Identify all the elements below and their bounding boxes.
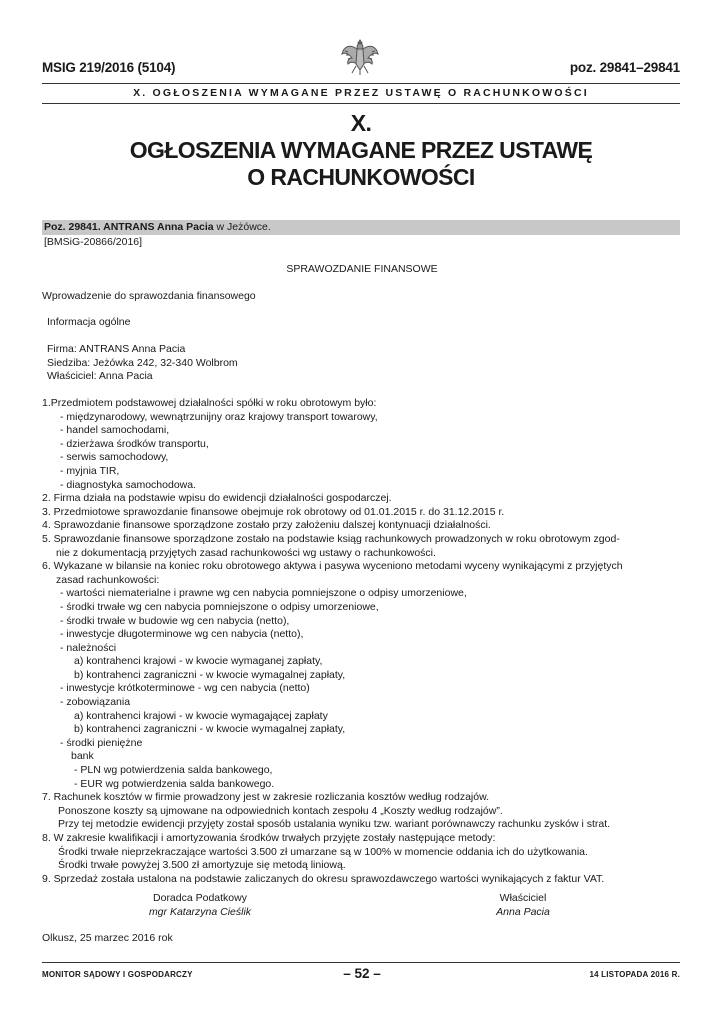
footer-rule <box>42 962 680 963</box>
note-line: 6. Wykazane w bilansie na koniec roku obrotowego aktywa i pasywa wyceniono metodami wyceny wynikającymi z przyjętych <box>42 560 623 573</box>
entry-reference: [BMSiG-20866/2016] <box>44 236 143 248</box>
owner-name: Anna Pacia <box>496 906 550 918</box>
company-name: Firma: ANTRANS Anna Pacia <box>47 343 186 355</box>
note-line: - diagnostyka samochodowa. <box>60 478 196 491</box>
entry-header <box>42 220 680 235</box>
note-line: 7. Rachunek kosztów w firmie prowadzony jest w zakresie rozliczania kosztów według rodzajów. <box>42 791 490 804</box>
note-line: 1.Przedmiotem podstawowej działalności spółki w roku obrotowym było: <box>42 397 377 409</box>
note-line: - inwestycje długoterminowe wg cen nabycia (netto), <box>60 628 304 641</box>
place-date: Olkusz, 25 marzec 2016 rok <box>42 932 173 944</box>
header-rule-bottom <box>42 103 680 104</box>
note-line: a) kontrahenci krajowi - w kwocie wymaganej zapłaty, <box>74 655 323 668</box>
note-line: 9. Sprzedaż została ustalona na podstawie zaliczanych do okresu sprawozdawczego wartości wynikających z faktur VAT. <box>42 872 605 885</box>
note-line: 4. Sprawozdanie finansowe sporządzone zostało przy założeniu dalszej kontynuacji działalności. <box>42 519 491 532</box>
note-line: - środki pieniężne <box>60 736 143 749</box>
note-line: - wartości niematerialne i prawne wg cen nabycia pomniejszone o odpisy umorzeniowe, <box>60 587 467 600</box>
chapter-title-line-2: O RACHUNKOWOŚCI <box>247 164 475 190</box>
note-line: b) kontrahenci zagraniczni - w kwocie wymagalnej zapłaty, <box>74 723 346 736</box>
note-line: b) kontrahenci zagraniczni - w kwocie wymagalnej zapłaty, <box>74 668 346 681</box>
eagle-emblem-icon <box>340 36 380 76</box>
note-line: Środki trwałe powyżej 3.500 zł amortyzuje się metodą liniową. <box>58 859 346 872</box>
signature-advisor <box>130 891 270 919</box>
general-info: Informacja ogólne <box>47 316 131 328</box>
position-range: poz. 29841–29841 <box>569 60 680 75</box>
note-line: - serwis samochodowy, <box>60 451 169 464</box>
note-line: - środki trwałe w budowie wg cen nabycia (netto), <box>60 614 290 627</box>
footer-publication: MONITOR SĄDOWY I GOSPODARCZY <box>42 970 193 979</box>
note-line: - myjnia TIR, <box>60 464 120 477</box>
advisor-name: mgr Katarzyna Cieślik <box>148 906 252 918</box>
entry-location: w Jeżówce. <box>213 221 271 233</box>
note-line: 5. Sprawozdanie finansowe sporządzone zostało na podstawie ksiąg rachunkowych prowadzonych w roku obrotowym zgod- <box>42 532 620 545</box>
note-line: - PLN wg potwierdzenia salda bankowego, <box>74 764 273 777</box>
company-block <box>47 343 687 384</box>
note-line: - EUR wg potwierdzenia salda bankowego. <box>74 777 275 790</box>
note-line: - środki trwałe wg cen nabycia pomniejszone o odpisy umorzeniowe, <box>60 600 379 613</box>
note-line: - międzynarodowy, wewnątrzunijny oraz krajowy transport towarowy, <box>60 410 378 423</box>
company-seat: Siedziba: Jeżówka 242, 32-340 Wolbrom <box>47 356 238 369</box>
report-notes <box>42 397 682 886</box>
page-number: – 52 – <box>343 966 381 981</box>
note-line: - handel samochodami, <box>60 424 170 437</box>
owner-role: Właściciel <box>499 892 547 904</box>
note-line: zasad rachunkowości: <box>56 573 160 586</box>
chapter-number: X. <box>350 110 372 136</box>
note-line: a) kontrahenci krajowi - w kwocie wymagającej zapłaty <box>74 709 328 722</box>
note-line: - należności <box>60 641 117 654</box>
note-line: Ponoszone koszty są ujmowane na odpowiednich kontach zespołu 4 „Koszty według rodzajów”. <box>58 804 503 817</box>
note-line: - zobowiązania <box>60 696 131 709</box>
footer-date: 14 LISTOPADA 2016 R. <box>589 970 680 979</box>
advisor-role: Doradca Podatkowy <box>153 892 247 904</box>
note-line: - dzierżawa środków transportu, <box>60 437 209 450</box>
note-line: Przy tej metodzie ewidencji przyjęty został sposób ustalania wyniku tzw. wariant porównawczy rachunku zysków i strat. <box>58 818 611 831</box>
note-line: 2. Firma działa na podstawie wpisu do ewidencji działalności gospodarczej. <box>42 492 392 505</box>
note-line: nie z dokumentacją przyjętych zasad rachunkowości wg ustawy o rachunkowości. <box>56 546 436 559</box>
publication-id: MSIG 219/2016 (5104) <box>42 60 176 75</box>
note-line: 3. Przedmiotowe sprawozdanie finansowe obejmuje rok obrotowy od 01.01.2015 r. do 31.12.2015 r. <box>42 505 505 518</box>
note-line: 8. W zakresie kwalifikacji i amortyzowania środków trwałych przyjęte zostały następujące metody: <box>42 832 496 844</box>
company-owner: Właściciel: Anna Pacia <box>47 370 153 383</box>
note-line: Środki trwałe nieprzekraczające wartości 3.500 zł umarzane są w 100% w momencie oddania ich do użytkowania. <box>58 845 588 858</box>
report-title: SPRAWOZDANIE FINANSOWE <box>286 263 438 275</box>
entry-position-bold: Poz. 29841. ANTRANS Anna Pacia <box>44 221 214 233</box>
chapter-title-line-1: OGŁOSZENIA WYMAGANE PRZEZ USTAWĘ <box>129 137 593 163</box>
header-rule-top <box>42 83 680 84</box>
note-line: bank <box>71 750 94 763</box>
intro-text: Wprowadzenie do sprawozdania finansowego <box>42 290 256 302</box>
signature-owner <box>456 891 590 919</box>
note-line: - inwestycje krótkoterminowe - wg cen nabycia (netto) <box>60 682 310 695</box>
section-heading: X. OGŁOSZENIA WYMAGANE PRZEZ USTAWĘ O RACHUNKOWOŚCI <box>133 87 589 99</box>
